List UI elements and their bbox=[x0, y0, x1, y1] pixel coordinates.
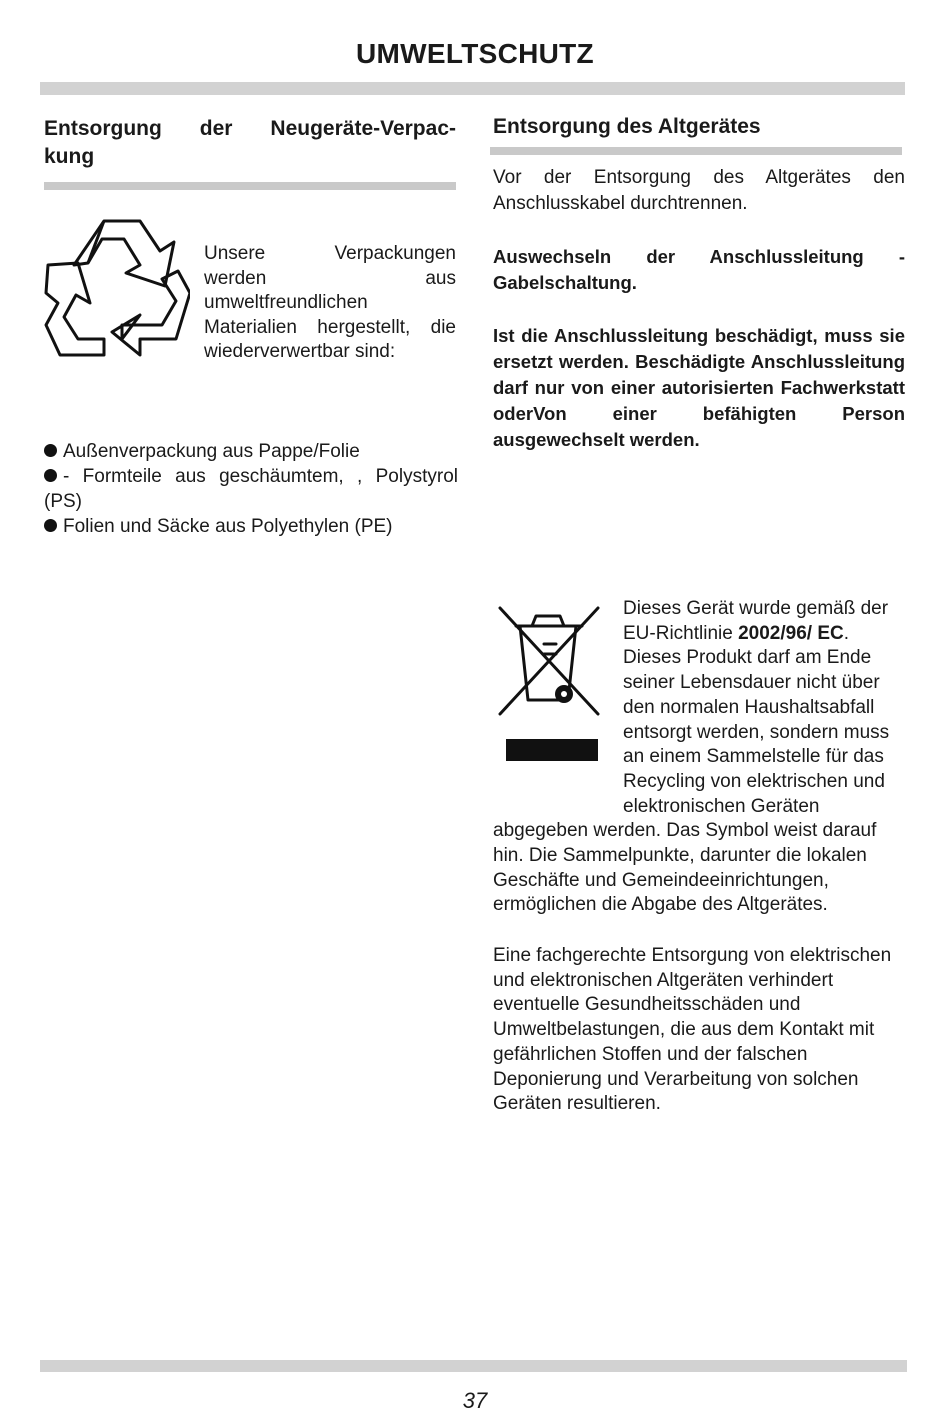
right-paragraph-1: Vor der Entsorgung des Altgerätes den Anschlusskabel durchtrennen. bbox=[493, 167, 905, 214]
header-divider bbox=[40, 82, 905, 95]
left-intro: Unsere Verpackungen werden aus umweltfreundlichen Materialien hergestellt, die wiederverwertbar sind: bbox=[204, 243, 456, 362]
right-heading-divider bbox=[490, 147, 902, 155]
footer-divider bbox=[40, 1360, 907, 1372]
right-paragraph-2: Auswechseln der Anschlussleitung - Gabelschaltung. bbox=[493, 246, 905, 293]
right-paragraph-5: Eine fachgerechte Entsorgung von elektrischen und elektronischen Altgeräten verhindert eventuelle Gesundheitsschäden und Umweltbelastungen, die aus dem Kontakt mit gefährlichen Stoffen und der falschen Deponierung und Verarbeitung von solchen Geräten resultieren. bbox=[493, 945, 892, 1115]
list-item: Außenverpackung aus Pappe/Folie bbox=[44, 439, 458, 464]
weee-paragraph: Dieses Gerät wurde gemäß der EU-Richtlinie 2002/96/ EC. Dieses Produkt darf am Ende seiner Lebensdauer nicht über den normalen Haushaltsabfall entsorgt werden, sondern muss an einem Sammelstelle für das Recycling von elektrischen und elektronischen Geräten abgegeben werden. Das Symbol weist darauf hin. Die Sammelpunkte, darunter die lokalen Geschäfte und Gemeindeeinrichtungen, ermöglichen die Abgabe des Altgerätes. bbox=[493, 598, 890, 916]
left-heading-divider bbox=[44, 182, 456, 190]
list-item: - Formteile aus geschäumtem, , Polystyrol (PS) bbox=[44, 466, 458, 512]
left-heading bbox=[44, 115, 456, 143]
right-paragraph-3: Ist die Anschlussleitung beschädigt, muss sie ersetzt werden. Beschädigte Anschlussleitung darf nur von einer autorisierten Fachwerkstatt oderVon einer befähigten Person ausgewechselt werden. bbox=[493, 325, 905, 450]
left-bullet-list bbox=[44, 439, 458, 539]
bullet-icon bbox=[44, 444, 57, 457]
page-title: UMWELTSCHUTZ bbox=[356, 38, 594, 69]
left-heading-line2: kung bbox=[44, 145, 95, 168]
left-column bbox=[44, 115, 456, 171]
bullet-icon bbox=[44, 519, 57, 532]
bullet-icon bbox=[44, 469, 57, 482]
icon-spacer bbox=[493, 597, 623, 797]
recycle-icon bbox=[44, 215, 190, 365]
right-heading: Entsorgung des Altgerätes bbox=[493, 115, 761, 138]
left-heading-line1: Entsorgung der Neugeräte-Verpac- bbox=[44, 117, 456, 140]
list-item: Folien und Säcke aus Polyethylen (PE) bbox=[44, 514, 458, 539]
page-number: 37 bbox=[462, 1388, 488, 1413]
